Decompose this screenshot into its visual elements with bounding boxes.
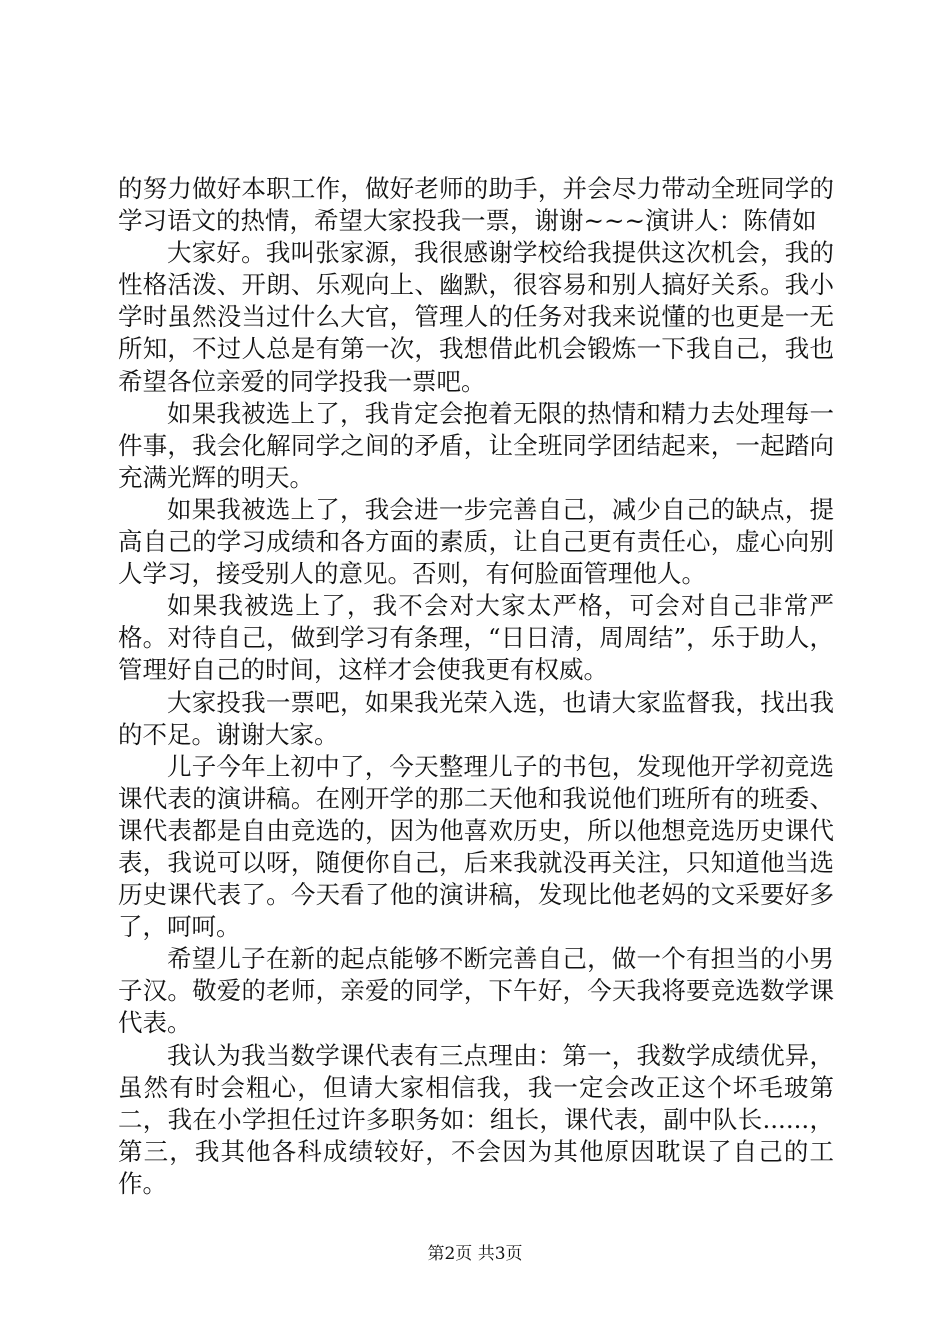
- paragraph-8: 希望儿子在新的起点能够不断完善自己，做一个有担当的小男子汉。敬爱的老师，亲爱的同学，下午好，今天我将要竞选数学课代表。: [118, 944, 834, 1038]
- paragraph-1: 的努力做好本职工作，做好老师的助手，并会尽力带动全班同学的学习语文的热情，希望大家投我一票，谢谢~~~演讲人：陈倩如: [118, 174, 834, 236]
- paragraph-3: 如果我被选上了，我肯定会抱着无限的热情和精力去处理每一件事，我会化解同学之间的矛盾，让全班同学团结起来，一起踏向充满光辉的明天。: [118, 398, 834, 492]
- paragraph-4: 如果我被选上了，我会进一步完善自己，减少自己的缺点，提高自己的学习成绩和各方面的素质，让自己更有责任心，虚心向别人学习，接受别人的意见。否则，有何脸面管理他人。: [118, 494, 834, 589]
- document-body: [118, 173, 834, 1200]
- paragraph-7: 儿子今年上初中了，今天整理儿子的书包，发现他开学初竞选课代表的演讲稿。在刚开学的那二天他和我说他们班所有的班委、课代表都是自由竞选的，因为他喜欢历史，所以他想竞选历史课代表，我说可以呀，随便你自己，后来我就没再关注，只知道他当选历史课代表了。今天看了他的演讲稿，发现比他老妈的文采要好多了，呵呵。: [118, 751, 834, 942]
- paragraph-6: 大家投我一票吧，如果我光荣入选，也请大家监督我，找出我的不足。谢谢大家。: [118, 687, 834, 749]
- paragraph-2: 大家好。我叫张家源，我很感谢学校给我提供这次机会，我的性格活泼、开朗、乐观向上、幽默，很容易和别人搞好关系。我小学时虽然没当过什么大官，管理人的任务对我来说懂的也更是一无所知，不过人总是有第一次，我想借此机会锻炼一下我自己，我也希望各位亲爱的同学投我一票吧。: [118, 238, 834, 396]
- paragraph-9: 我认为我当数学课代表有三点理由：第一，我数学成绩优异，虽然有时会粗心，但请大家相信我，我一定会改正这个坏毛玻第二，我在小学担任过许多职务如：组长，课代表，副中队长......，第三，我其他各科成绩较好，不会因为其他原因耽误了自己的工作。: [118, 1040, 834, 1198]
- page-number-footer: 第2页 共3页: [427, 1244, 523, 1264]
- paragraph-5: 如果我被选上了，我不会对大家太严格，可会对自己非常严格。对待自己，做到学习有条理，“日日清，周周结”，乐于助人，管理好自己的时间，这样才会使我更有权威。: [118, 591, 834, 685]
